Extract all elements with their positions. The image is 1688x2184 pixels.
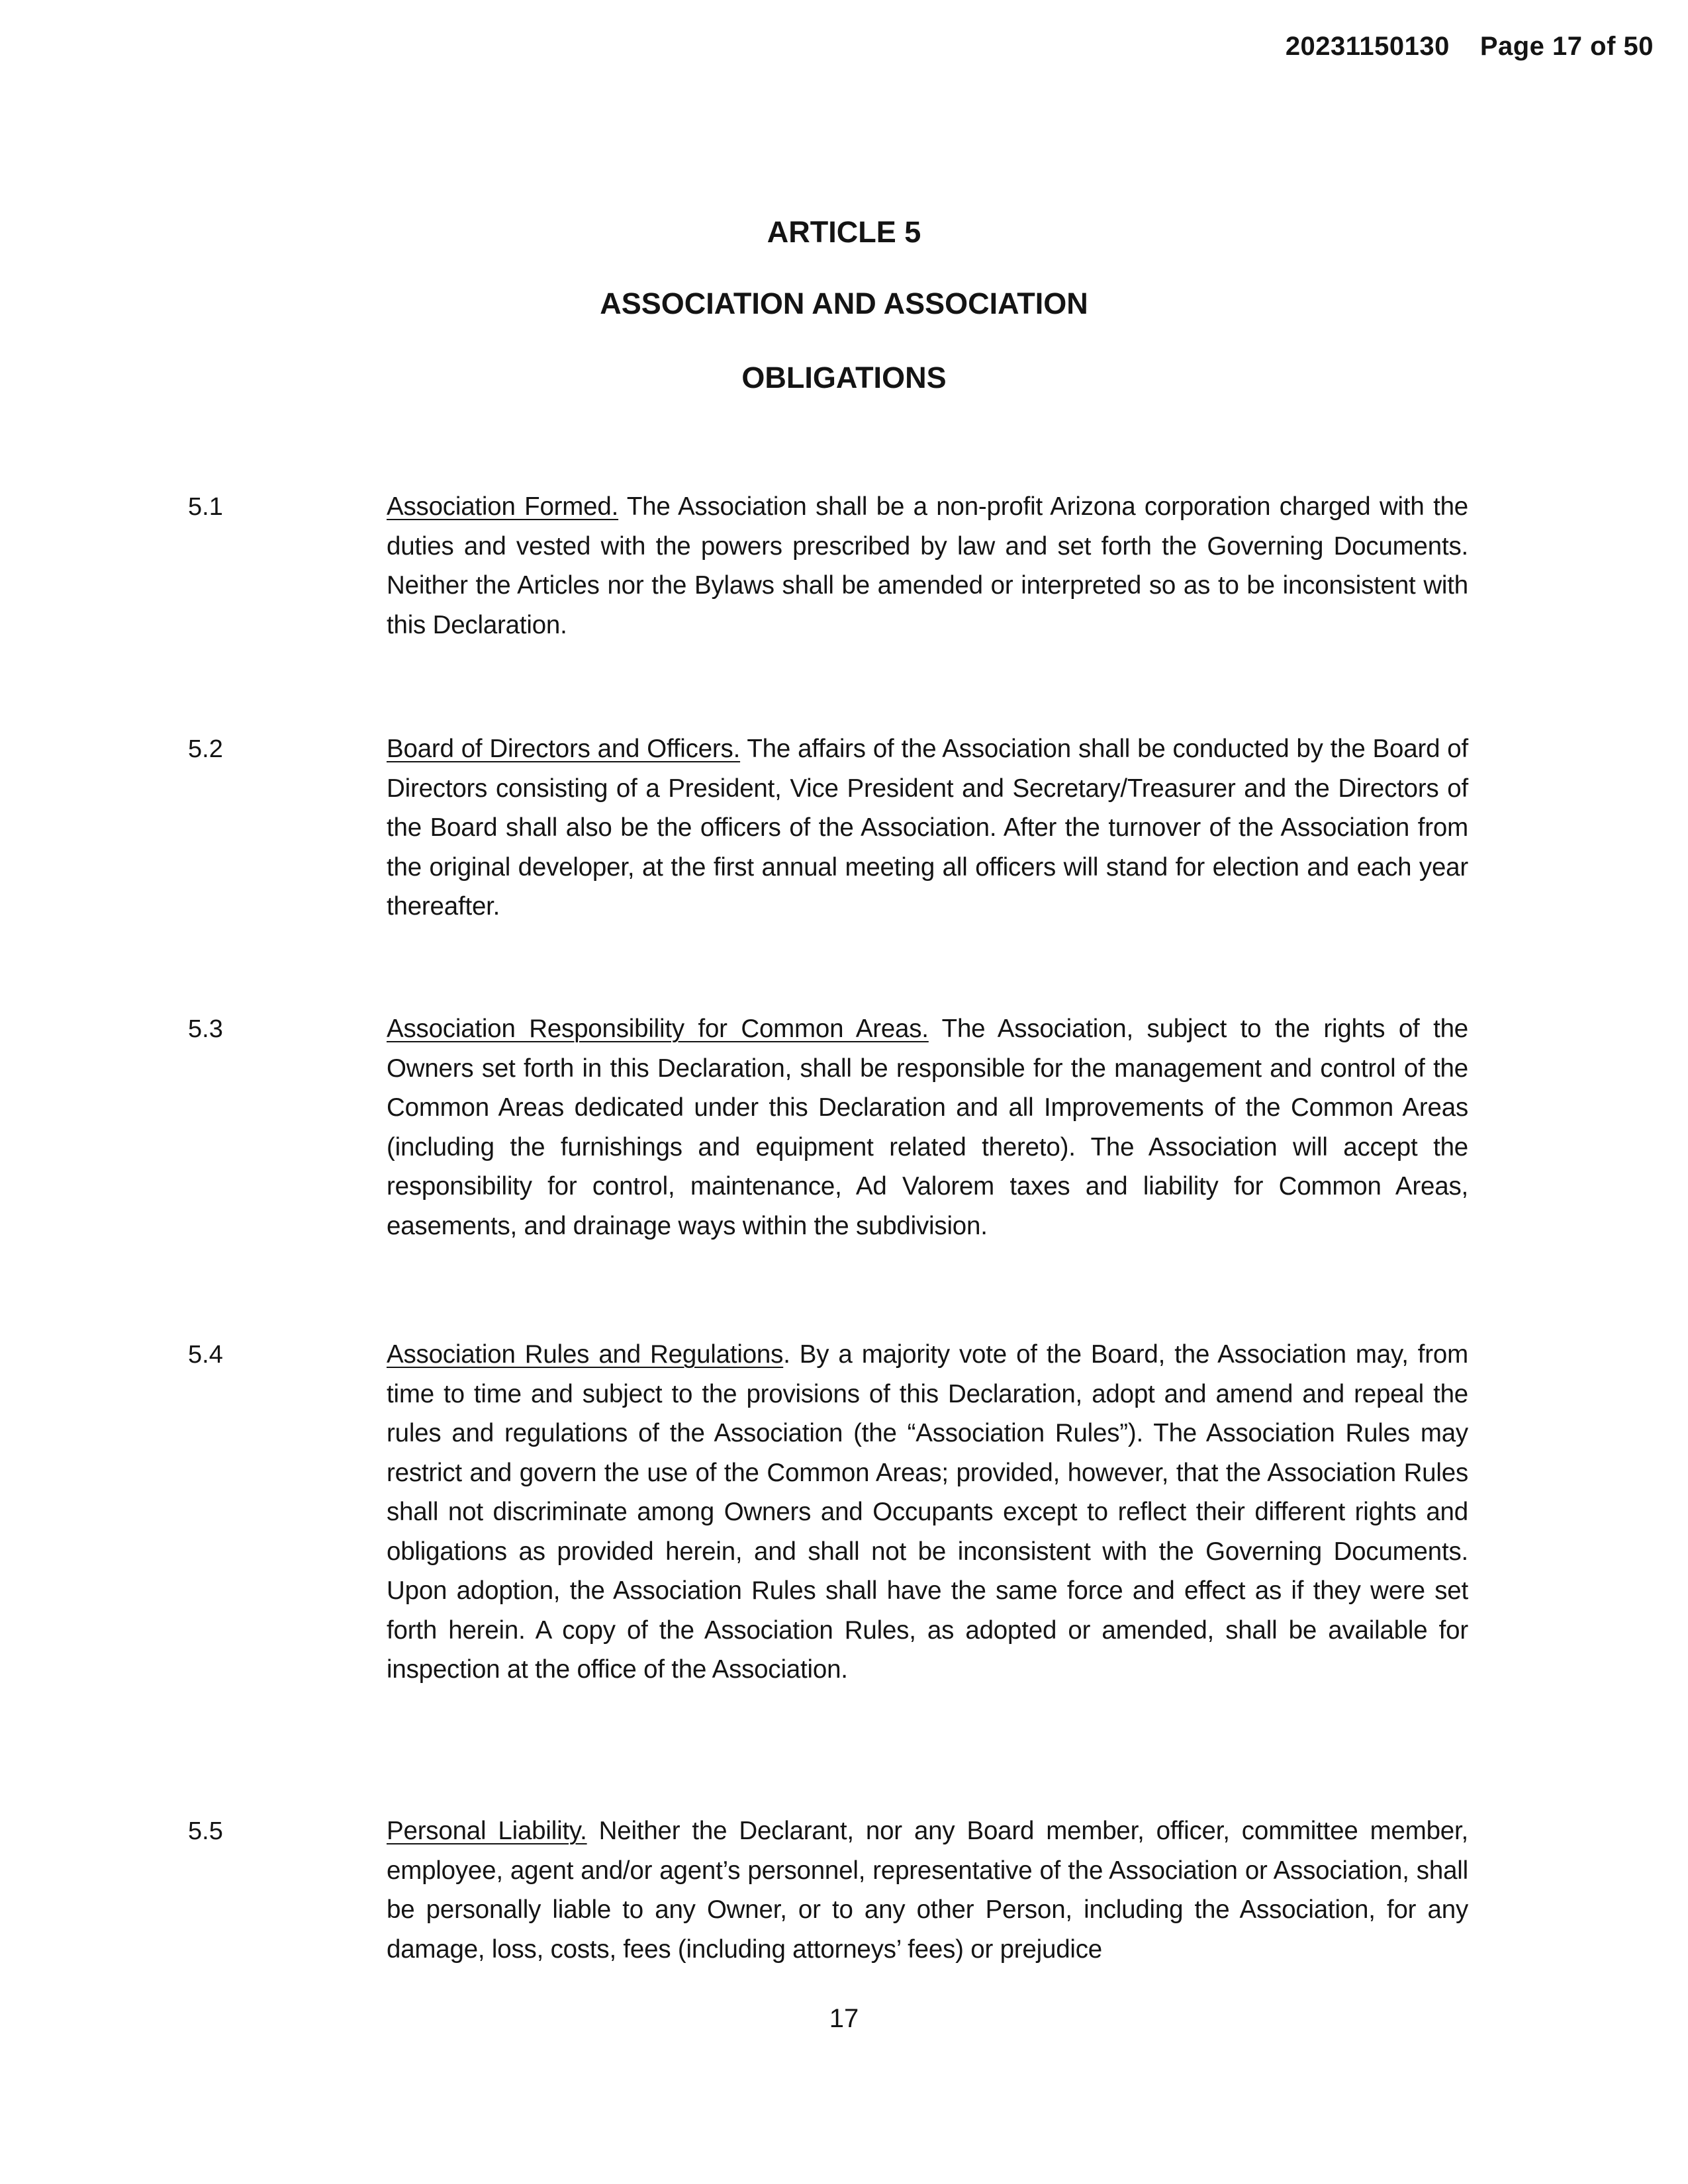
article-number-heading: ARTICLE 5: [767, 215, 921, 249]
section-body: [387, 729, 1468, 927]
document-number: 20231150130: [1285, 32, 1450, 61]
section-body: [387, 1335, 1468, 1690]
section-title: Board of Directors and Officers.: [387, 735, 741, 763]
section-number: 5.1: [188, 493, 223, 521]
section-title: Personal Liability.: [387, 1817, 587, 1845]
section-body: [387, 1009, 1468, 1246]
section-number: 5.4: [188, 1341, 223, 1369]
section-body: [387, 1811, 1468, 1969]
section-text: Neither the Declarant, nor any Board member, officer, committee member, employee, agent and/or agent’s personnel, representative of the Association or Association, shall be personally liable to any Owner, or to any other Person, including the Association, for any damage, loss, costs, fees (including attorneys’ fees) or prejudice: [387, 1817, 1468, 1964]
article-title-line-2: OBLIGATIONS: [741, 361, 947, 394]
section-title: Association Responsibility for Common Areas.: [387, 1015, 929, 1043]
section-number: 5.5: [188, 1817, 223, 1845]
article-title-line-1: ASSOCIATION AND ASSOCIATION: [600, 287, 1088, 320]
page-label: Page 17 of 50: [1479, 32, 1654, 61]
section-text: The Association shall be a non-profit Arizona corporation charged with the duties and vested with the powers prescribed by law and set forth the Governing Documents. Neither the Articles nor the Bylaws shall be amended or interpreted so as to be inconsistent with this Declaration.: [387, 492, 1468, 639]
section-title: Association Formed.: [387, 492, 619, 521]
page-header: [1286, 32, 1654, 62]
section-title: Association Rules and Regulations: [387, 1340, 784, 1369]
section-body: [387, 487, 1468, 645]
section-text: The Association, subject to the rights of the Owners set forth in this Declaration, shall be responsible for the management and control of the Common Areas dedicated under this Declaration and all Improvements of the Common Areas (including the furnishings and equipment related thereto). The Association will accept the responsibility for control, maintenance, Ad Valorem taxes and liability for Common Areas, easements, and drainage ways within the subdivision.: [387, 1015, 1468, 1240]
section-text: . By a majority vote of the Board, the Association may, from time to time and subject to the provisions of this Declaration, adopt and amend and repeal the rules and regulations of the Association (the “Association Rules”). The Association Rules may restrict and govern the use of the Common Areas; provided, however, that the Association Rules shall not discriminate among Owners and Occupants except to reflect their different rights and obligations as provided herein, and shall not be inconsistent with the Governing Documents. Upon adoption, the Association Rules shall have the same force and effect as if they were set forth herein. A copy of the Association Rules, as adopted or amended, shall be available for inspection at the office of the Association.: [387, 1340, 1468, 1684]
section-number: 5.2: [188, 735, 223, 763]
section-number: 5.3: [188, 1015, 223, 1043]
page-number: 17: [829, 2004, 859, 2033]
section-text: The affairs of the Association shall be conducted by the Board of Directors consisting of a President, Vice President and Secretary/Treasurer and the Directors of the Board shall also be the officers of the Association. After the turnover of the Association from the original developer, at the first annual meeting all officers will stand for election and each year thereafter.: [387, 735, 1468, 921]
